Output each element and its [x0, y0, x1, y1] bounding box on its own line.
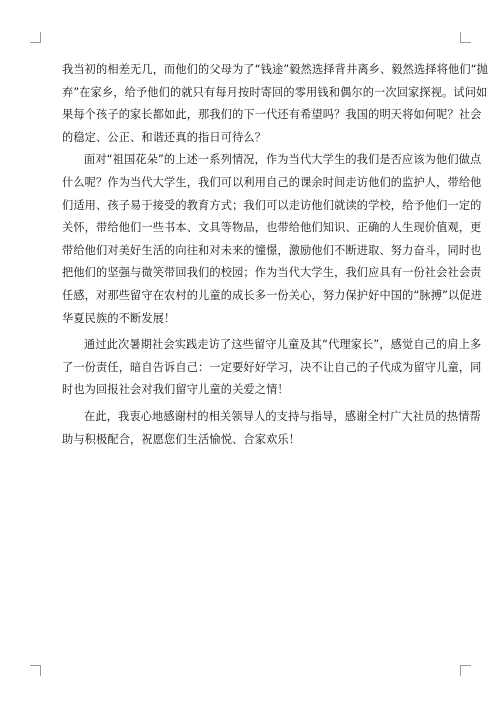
document-body: [62, 59, 488, 451]
text-line: 我当初的相差无几，而他们的父母为了“钱途”毅然选择背井离乡、毅然选择将他们“抛: [62, 63, 488, 76]
text-line: 时也为回报社会对我们留守儿童的关爱之情！: [62, 383, 289, 397]
text-line: 华夏民族的不断发展！: [62, 311, 176, 325]
text-line: 果每个孩子的家长都如此，那我们的下一代还有希望吗？我国的明天将如何呢？社会: [62, 108, 482, 122]
text-line: 通过此次暑期社会实践走访了这些留守儿童及其“代理家长”，感觉自己的肩上多: [84, 338, 482, 352]
crop-mark-top-left: [30, 32, 41, 43]
text-line: 带给他们对美好生活的向往和对未来的憧憬，激励他们不断进取、努力奋斗，同时也: [62, 243, 482, 257]
crop-mark-bottom-right: [460, 665, 471, 676]
text-line: 们适用、孩子易于接受的教育方式；我们可以走访他们就读的学校，给予他们一定的: [62, 198, 482, 212]
text-line: 什么呢？作为当代大学生，我们可以利用自己的课余时间走访他们的监护人，带给他: [62, 175, 482, 189]
text-line: 把他们的坚强与微笑带回我们的校园；作为当代大学生，我们应具有一份社会社会责: [62, 266, 482, 280]
text-line: 的稳定、公正、和谐还真的指日可待么？: [62, 130, 267, 144]
text-line: 在此，我衷心地感谢村的相关领导人的支持与指导，感谢全村广大社员的热情帮: [84, 409, 481, 423]
text-line: 面对“祖国花朵”的上述一系列情况，作为当代大学生的我们是否应该为他们做点: [84, 153, 482, 167]
paragraph-2: [62, 149, 483, 330]
text-line: 任感，对那些留守在农村的儿童的成长多一份关心，努力保护好中国的“脉搏”以促进: [62, 288, 483, 302]
crop-mark-bottom-left: [30, 665, 41, 676]
text-line: 关怀，带给他们一些书本、文具等物品，也带给他们知识、正确的人生现价值观，更: [62, 221, 482, 235]
paragraph-4: [62, 406, 481, 451]
paragraph-1: [62, 59, 488, 149]
text-line: 弃”在家乡，给予他们的就只有每月按时寄回的零用钱和偶尔的一次回家探视。试问如: [62, 85, 488, 99]
text-line: 了一份责任，暗自告诉自己：一定要好好学习，决不让自己的子代成为留守儿童，同: [62, 360, 482, 374]
text-line: 助与积极配合，祝愿您们生活愉悦、合家欢乐！: [62, 432, 301, 446]
paragraph-3: [62, 334, 482, 402]
crop-mark-top-right: [460, 32, 471, 43]
